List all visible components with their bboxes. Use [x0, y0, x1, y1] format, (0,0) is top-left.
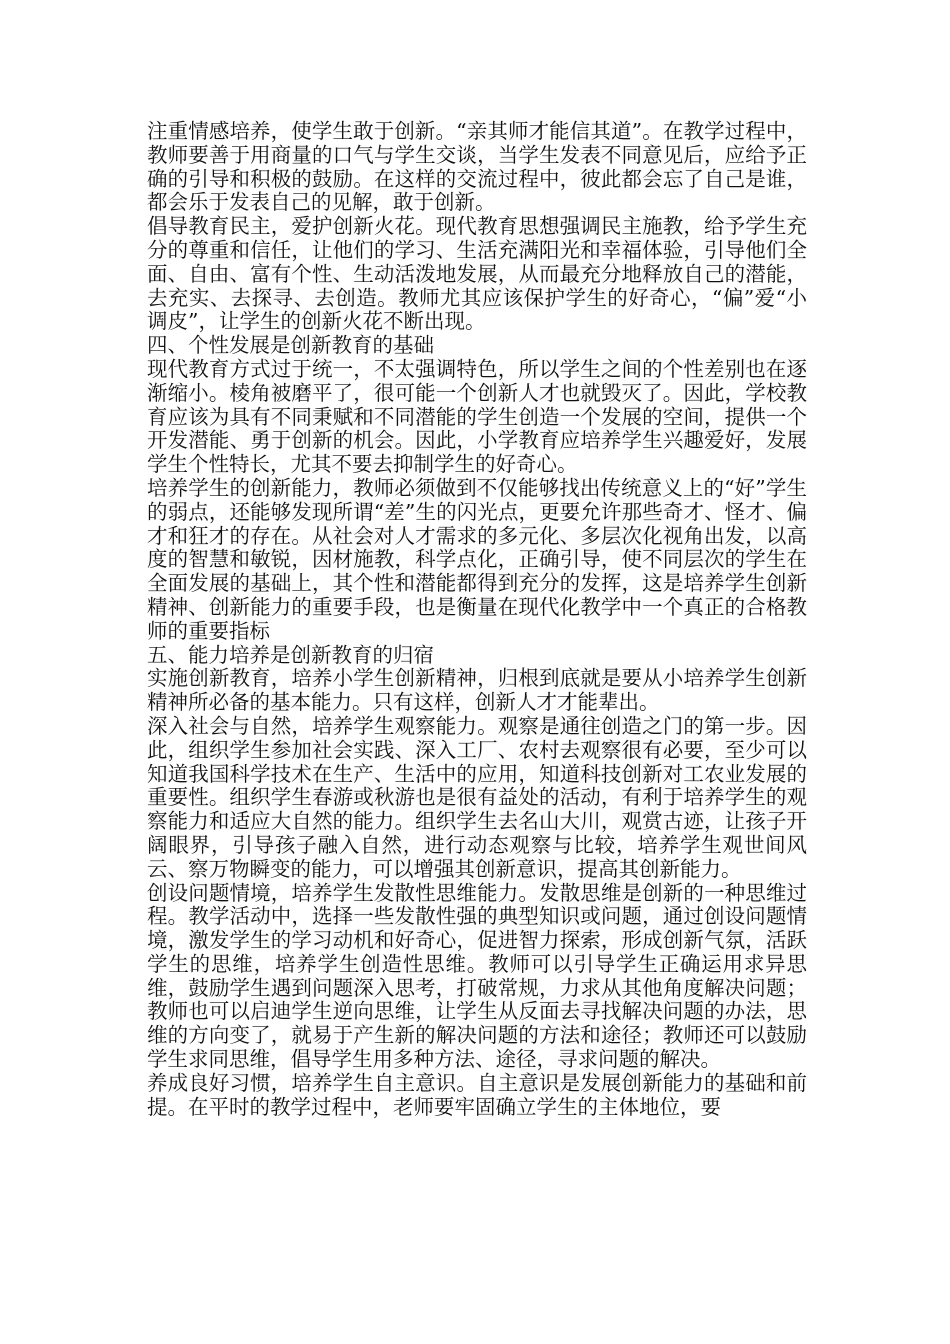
- paragraph-emotion-cultivation: 注重情感培养，使学生敢于创新。“亲其师才能信其道”。在教学过程中，教师要善于用商量的口气与学生交谈，当学生发表不同意见后，应给予正确的引导和积极的鼓励。在这样的交流过程中，彼此都会忘了自己是谁，都会乐于发表自己的见解，敢于创新。: [147, 119, 807, 215]
- section-heading-5: 五、能力培养是创新教育的归宿: [147, 642, 434, 667]
- paragraph-good-habits: 养成良好习惯，培养学生自主意识。自主意识是发展创新能力的基础和前提。在平时的教学过程中，老师要牢固确立学生的主体地位，要: [147, 1070, 807, 1119]
- document-body: [147, 120, 807, 1119]
- paragraph-innovation-ability: 培养学生的创新能力，教师必须做到不仅能够找出传统意义上的“好”学生的弱点，还能够发现所谓“差”生的闪光点，更要允许那些奇才、怪才、偏才和狂才的存在。从社会对人才需求的多元化、多层次化视角出发，以高度的智慧和敏锐，因材施教，科学点化，正确引导，使不同层次的学生在全面发展的基础上，其个性和潜能都得到充分的发挥，这是培养学生创新精神、创新能力的重要手段，也是衡量在现代化教学中一个真正的合格教师的重要指标: [147, 475, 807, 643]
- paragraph-education-democracy: 倡导教育民主，爱护创新火花。现代教育思想强调民主施教，给予学生充分的尊重和信任，让他们的学习、生活充满阳光和幸福体验，引导他们全面、自由、富有个性、生动活泼地发展，从而最充分地释放自己的潜能，去充实、去探寻、去创造。教师尤其应该保护学生的好奇心，“偏”爱“小调皮”，让学生的创新火花不断出现。: [147, 214, 807, 334]
- paragraph-observation-ability: 深入社会与自然，培养学生观察能力。观察是通往创造之门的第一步。因此，组织学生参加社会实践、深入工厂、农村去观察很有必要，至少可以知道我国科学技术在生产、生活中的应用，知道科技创新对工农业发展的重要性。组织学生春游或秋游也是很有益处的活动，有利于培养学生的观察能力和适应大自然的能力。组织学生去名山大川，观赏古迹，让孩子开阔眼界，引导孩子融入自然，进行动态观察与比较，培养学生观世间风云、察万物瞬变的能力，可以增强其创新意识，提高其创新能力。: [147, 713, 807, 881]
- paragraph-divergent-thinking: 创设问题情境，培养学生发散性思维能力。发散思维是创新的一种思维过程。教学活动中，选择一些发散性强的典型知识或问题，通过创设问题情境，激发学生的学习动机和好奇心，促进智力探索，形成创新气氛，活跃学生的思维，培养学生创造性思维。教师可以引导学生正确运用求异思维，鼓励学生遇到问题深入思考，打破常规，力求从其他角度解决问题；教师也可以启迪学生逆向思维，让学生从反面去寻找解决问题的办法，思维的方向变了，就易于产生新的解决问题的方法和途径；教师还可以鼓励学生求同思维，倡导学生用多种方法、途径，寻求问题的解决。: [147, 880, 807, 1072]
- paragraph-modern-education: 现代教育方式过于统一，不太强调特色，所以学生之间的个性差别也在逐渐缩小。棱角被磨平了，很可能一个创新人才也就毁灭了。因此，学校教育应该为具有不同秉赋和不同潜能的学生创造一个发展的空间，提供一个开发潜能、勇于创新的机会。因此，小学教育应培养学生兴趣爱好，发展学生个性特长，尤其不要去抑制学生的好奇心。: [147, 356, 807, 477]
- paragraph-implement-innovation: 实施创新教育，培养小学生创新精神，归根到底就是要从小培养学生创新精神所必备的基本能力。只有这样，创新人才才能辈出。: [147, 666, 807, 715]
- section-heading-4: 四、个性发展是创新教育的基础: [147, 333, 434, 358]
